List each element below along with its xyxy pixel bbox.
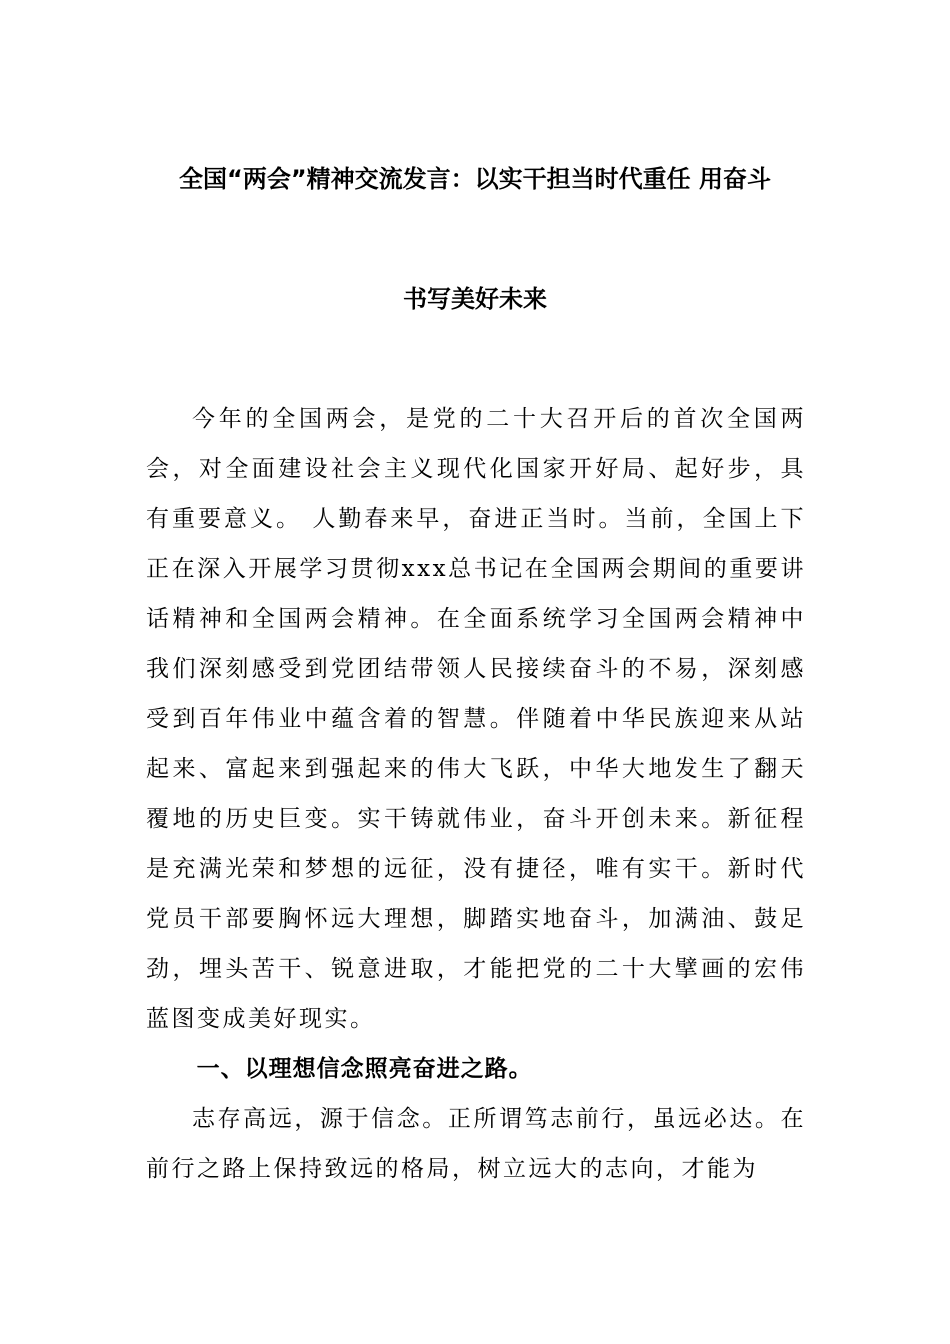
intro-paragraph: 今年的全国两会，是党的二十大召开后的首次全国两会，对全面建设社会主义现代化国家开好局、起好步，具有重要意义。 人勤春来早，奋进正当时。当前，全国上下正在深入开展学习贯彻xxx总书记在全国两会期间的重要讲话精神和全国两会精神。在全面系统学习全国两会精神中我们深刻感受到党团结带领人民接续奋斗的不易，深刻感受到百年伟业中蕴含着的智慧。伴随着中华民族迎来从站起来、富起来到强起来的伟大飞跃，中华大地发生了翻天覆地的历史巨变。实干铸就伟业，奋斗开创未来。新征程是充满光荣和梦想的远征，没有捷径，唯有实干。新时代党员干部要胸怀远大理想，脚踏实地奋斗，加满油、鼓足劲，埋头苦干、锐意进取，才能把党的二十大擘画的宏伟蓝图变成美好现实。 [146, 406, 806, 1032]
document-body [146, 394, 806, 1194]
section-heading-1: 一、以理想信念照亮奋进之路。 [196, 1056, 533, 1082]
document-title-line-2: 书写美好未来 [403, 285, 547, 313]
section-1-paragraph: 志存高远，源于信念。正所谓笃志前行，虽远必达。在前行之路上保持致远的格局，树立远大的志向，才能为 [146, 1106, 806, 1182]
document-title-line-1: 全国“两会”精神交流发言：以实干担当时代重任 用奋斗 [179, 165, 771, 193]
